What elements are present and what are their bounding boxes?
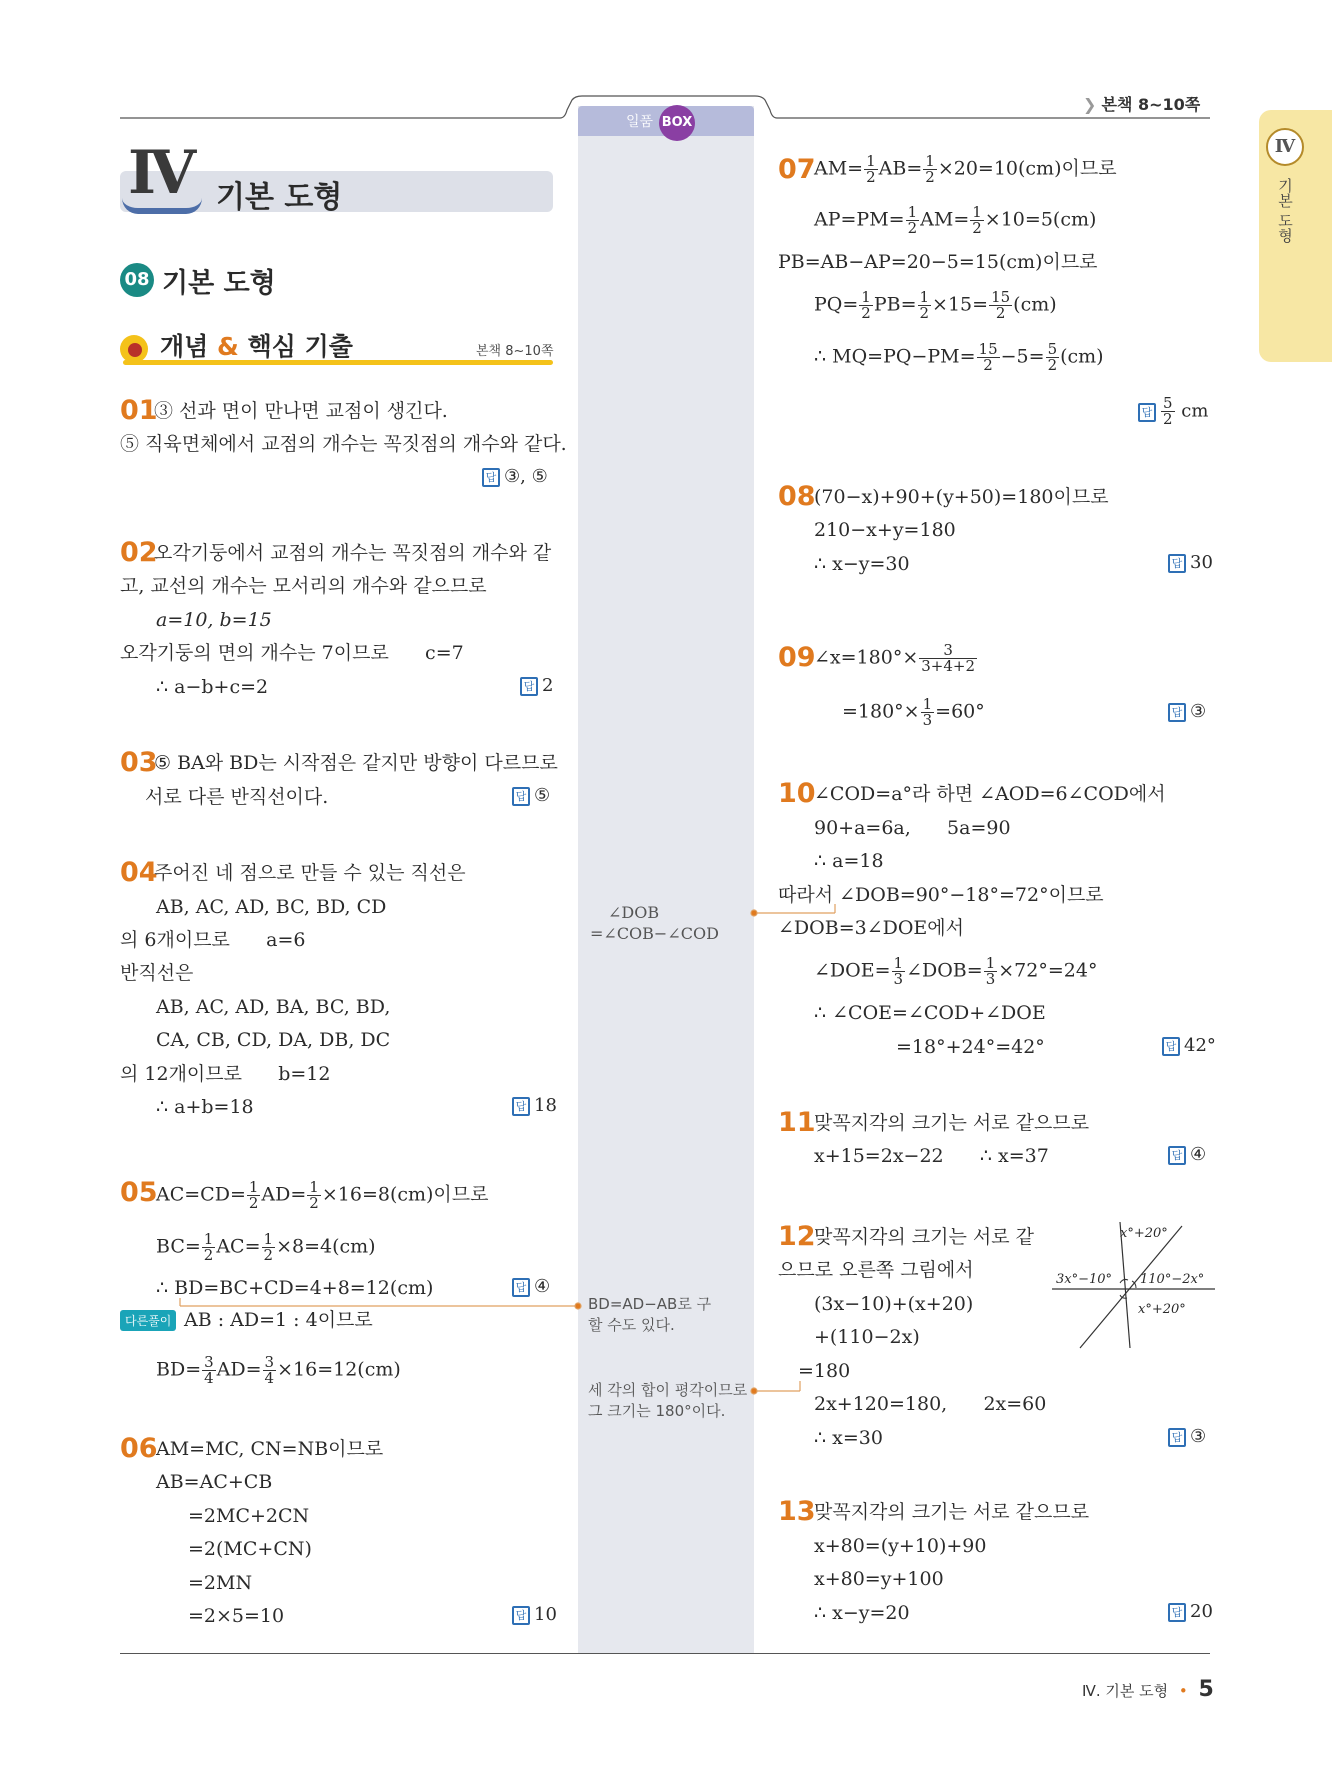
- p12-line-7: ∴ x=30: [814, 1427, 883, 1449]
- p12-line-2: 으므로 오른쪽 그림에서: [778, 1259, 974, 1281]
- chevron-right-icon: ❯: [1083, 95, 1097, 114]
- answer-icon: 답: [512, 1278, 530, 1297]
- p09-line-2: =180°× $\frac{1}{3}$ =60°: [842, 695, 985, 729]
- page-number: 5: [1198, 1677, 1214, 1702]
- p03-line-2: 서로 다른 반직선이다.: [145, 786, 329, 808]
- p13-line-2: x+80=(y+10)+90: [814, 1535, 987, 1557]
- p09-line-1: ∠x=180°× $\frac{3}{3+4+2}$: [814, 641, 976, 675]
- p02-line-5: ∴ a−b+c=2: [156, 676, 269, 698]
- answer-icon: 답: [1138, 403, 1156, 422]
- p04-line-2: AB, AC, AD, BC, BD, CD: [156, 896, 387, 918]
- fraction: $\frac{1}{2}$: [925, 152, 935, 186]
- p10-line-3: ∴ a=18: [814, 850, 884, 872]
- p08-line-3: ∴ x−y=30: [814, 553, 910, 575]
- p02-line-3: a=10, b=15: [156, 609, 272, 631]
- problem-number-08: 08: [778, 481, 816, 512]
- p04-line-7: 의 12개이므로 b=12: [120, 1063, 331, 1085]
- p06-answer: 답 10: [512, 1604, 557, 1625]
- p13-line-1: 맞꼭지각의 크기는 서로 같으므로: [814, 1501, 1090, 1523]
- fraction: $\frac{1}{2}$: [861, 288, 871, 322]
- p11-answer: 답 ④: [1168, 1144, 1206, 1165]
- side-tab-numeral: Ⅳ: [1266, 128, 1304, 166]
- p07-line-5: ∴ MQ=PQ−PM= $\frac{15}{2}$ −5= $\frac{5}{2}$ (cm): [814, 340, 1104, 374]
- fraction: $\frac{15}{2}$: [991, 288, 1011, 322]
- fraction: $\frac{1}{3}$: [985, 954, 996, 988]
- box-note-2: BD=AD−AB로 구 할 수도 있다.: [588, 1295, 712, 1334]
- fraction: $\frac{3}{4}$: [204, 1353, 214, 1387]
- footer: [1082, 1677, 1214, 1702]
- p05-line-4: AB : AD=1 : 4이므로: [184, 1309, 373, 1331]
- fraction: $\frac{1}{2}$: [907, 203, 918, 237]
- problem-number-01: 01: [120, 395, 158, 426]
- answer-icon: 답: [1168, 1603, 1186, 1622]
- problem-number-13: 13: [778, 1496, 816, 1527]
- subsection-title: 개념 & 핵심 기출: [160, 332, 353, 361]
- answer-icon: 답: [1162, 1037, 1180, 1056]
- box-note-1: ∠DOB =∠COB−∠COD: [590, 903, 719, 943]
- p05-answer: 답 ④: [512, 1276, 550, 1297]
- p10-line-8: =18°+24°=42°: [896, 1036, 1045, 1058]
- fraction: $\frac{1}{3}$: [922, 695, 933, 729]
- p13-line-3: x+80=y+100: [814, 1568, 944, 1590]
- answer-icon: 답: [1168, 703, 1186, 722]
- p03-answer: 답 ⑤: [512, 785, 550, 806]
- p12-answer: 답 ③: [1168, 1426, 1206, 1447]
- p05-line-2: BC= $\frac{1}{2}$ AC= $\frac{1}{2}$ ×8=4(cm): [156, 1230, 376, 1264]
- p06-line-6: =2×5=10: [188, 1605, 285, 1627]
- p05-line-5: BD= $\frac{3}{4}$ AD= $\frac{3}{4}$ ×16=12(cm): [156, 1353, 401, 1387]
- fraction: $\frac{3}{3+4+2}$: [921, 641, 976, 675]
- p13-line-4: ∴ x−y=20: [814, 1602, 910, 1624]
- p09-answer: 답 ③: [1168, 701, 1206, 722]
- fraction: $\frac{3}{4}$: [264, 1353, 275, 1387]
- answer-icon: 답: [1168, 1428, 1186, 1447]
- p04-line-1: 주어진 네 점으로 만들 수 있는 직선은: [154, 862, 466, 884]
- footer-separator: •: [1178, 1682, 1188, 1700]
- p11-line-2: x+15=2x−22 ∴ x=37: [814, 1145, 1049, 1167]
- p12-line-3: (3x−10)+(x+20): [814, 1293, 974, 1315]
- p06-line-1: AM=MC, CN=NB이므로: [156, 1438, 384, 1460]
- fraction: $\frac{1}{2}$: [972, 203, 982, 237]
- side-tab-label: 기본 도형: [1276, 178, 1294, 243]
- problem-number-02: 02: [120, 537, 158, 568]
- page-ref-header: ❯ 본책 8~10쪽: [1083, 95, 1201, 114]
- fraction: $\frac{1}{2}$: [919, 288, 930, 322]
- p13-answer: 답 20: [1168, 1601, 1213, 1622]
- figure-label-right: 110°−2x°: [1140, 1272, 1205, 1287]
- p06-line-5: =2MN: [188, 1572, 253, 1594]
- p05-line-1: AC=CD= $\frac{1}{2}$ AD= $\frac{1}{2}$ ×16=8(cm)이므로: [156, 1178, 489, 1212]
- p06-line-3: =2MC+2CN: [188, 1505, 310, 1527]
- chapter-numeral: Ⅳ: [122, 138, 202, 214]
- p10-line-5: ∠DOB=3∠DOE에서: [778, 917, 965, 939]
- p07-line-2: AP=PM= $\frac{1}{2}$ AM= $\frac{1}{2}$ ×10=5(cm): [814, 203, 1097, 237]
- p02-line-2: 고, 교선의 개수는 모서리의 개수와 같으므로: [120, 575, 487, 597]
- p03-line-1: ⑤ BA와 BD는 시작점은 같지만 방향이 다르므로: [154, 752, 558, 774]
- box-badge: BOX: [659, 105, 695, 141]
- p12-line-1: 맞꼭지각의 크기는 서로 같: [814, 1226, 1035, 1248]
- fraction: $\frac{5}{2}$: [1163, 394, 1173, 428]
- p10-answer: 답 42°: [1162, 1035, 1216, 1056]
- problem-number-07: 07: [778, 154, 816, 185]
- p11-line-1: 맞꼭지각의 크기는 서로 같으므로: [814, 1112, 1090, 1134]
- p07-line-3: PB=AB−AP=20−5=15(cm)이므로: [778, 251, 1098, 273]
- p10-line-4: 따라서 ∠DOB=90°−18°=72°이므로: [778, 884, 1104, 906]
- p04-line-3: 의 6개이므로 a=6: [120, 929, 306, 951]
- answer-icon: 답: [1168, 1146, 1186, 1165]
- p04-line-8: ∴ a+b=18: [156, 1096, 254, 1118]
- footer-rule: [120, 1653, 1210, 1654]
- problem-number-04: 04: [120, 857, 158, 888]
- p12-line-6: 2x+120=180, 2x=60: [814, 1393, 1047, 1415]
- p05-line-3: ∴ BD=BC+CD=4+8=12(cm): [156, 1277, 434, 1299]
- fraction: $\frac{15}{2}$: [978, 340, 998, 374]
- chapter-title: 기본 도형: [216, 180, 343, 215]
- problem-number-10: 10: [778, 778, 816, 809]
- section-title: 기본 도형: [162, 268, 276, 299]
- answer-icon: 답: [482, 468, 500, 487]
- p01-line-1: ③ 선과 면이 만나면 교점이 생긴다.: [154, 400, 448, 422]
- fraction: $\frac{1}{3}$: [893, 954, 904, 988]
- p06-line-4: =2(MC+CN): [188, 1538, 312, 1560]
- answer-icon: 답: [512, 1606, 530, 1625]
- p02-answer: 답 2: [520, 675, 553, 696]
- answer-icon: 답: [1168, 554, 1186, 573]
- p08-line-2: 210−x+y=180: [814, 519, 956, 541]
- p10-line-7: ∴ ∠COE=∠COD+∠DOE: [814, 1002, 1046, 1024]
- p04-answer: 답 18: [512, 1095, 557, 1116]
- fraction: $\frac{1}{2}$: [203, 1230, 214, 1264]
- box-label: 일품: [626, 114, 654, 130]
- fraction: $\frac{1}{2}$: [866, 152, 876, 186]
- alt-solution-badge: 다른풀이: [120, 1310, 176, 1331]
- fraction: $\frac{1}{2}$: [309, 1178, 319, 1212]
- p12-line-5: =180: [798, 1360, 851, 1382]
- fraction: $\frac{1}{2}$: [248, 1178, 259, 1212]
- footer-chapter: Ⅳ. 기본 도형: [1082, 1682, 1169, 1700]
- p02-line-4: 오각기둥의 면의 개수는 7이므로 c=7: [120, 642, 464, 664]
- figure-label-left: 3x°−10°: [1056, 1272, 1113, 1287]
- problem-number-05: 05: [120, 1177, 158, 1208]
- p08-line-1: (70−x)+90+(y+50)=180이므로: [814, 486, 1109, 508]
- problem-number-03: 03: [120, 747, 158, 778]
- p12-line-4: +(110−2x): [814, 1326, 920, 1348]
- p10-line-1: ∠COD=a°라 하면 ∠AOD=6∠COD에서: [814, 783, 1166, 805]
- problem-number-12: 12: [778, 1221, 816, 1252]
- answer-icon: 답: [520, 677, 538, 696]
- fraction: $\frac{5}{2}$: [1047, 340, 1058, 374]
- p07-line-1: AM= $\frac{1}{2}$ AB= $\frac{1}{2}$ ×20=10(cm)이므로: [814, 152, 1117, 186]
- p07-answer: 답 $\frac{5}{2}$ cm: [1138, 396, 1208, 427]
- answer-icon: 답: [512, 787, 530, 806]
- problem-number-06: 06: [120, 1433, 158, 1464]
- p07-line-4: PQ= $\frac{1}{2}$ PB= $\frac{1}{2}$ ×15= $\frac{15}{2}$ (cm): [814, 288, 1057, 322]
- p04-line-6: CA, CB, CD, DA, DB, DC: [156, 1029, 391, 1051]
- problem-number-09: 09: [778, 642, 816, 673]
- p08-answer: 답 30: [1168, 552, 1213, 573]
- figure-label-top: x°+20°: [1120, 1226, 1168, 1241]
- p04-line-5: AB, AC, AD, BA, BC, BD,: [156, 996, 391, 1018]
- box-note-3: 세 각의 합이 평각이므로 그 크기는 180°이다.: [588, 1381, 748, 1420]
- fraction: $\frac{1}{2}$: [263, 1230, 274, 1264]
- p04-line-4: 반직선은: [120, 962, 194, 984]
- figure-label-bottom: x°+20°: [1138, 1302, 1186, 1317]
- p06-line-2: AB=AC+CB: [156, 1471, 273, 1493]
- p01-answer: 답 ③, ⑤: [482, 466, 548, 487]
- p10-line-6: ∠DOE= $\frac{1}{3}$ ∠DOB= $\frac{1}{3}$ ×72°=24°: [814, 954, 1098, 988]
- p02-line-1: 오각기둥에서 교점의 개수는 꼭짓점의 개수와 같: [154, 542, 552, 564]
- p10-line-2: 90+a=6a, 5a=90: [814, 817, 1011, 839]
- section-number: 08: [120, 263, 154, 297]
- subsection-page-ref: 본책 8~10쪽: [476, 344, 554, 359]
- problem-number-11: 11: [778, 1107, 816, 1138]
- p01-line-2: ⑤ 직육면체에서 교점의 개수는 꼭짓점의 개수와 같다.: [120, 433, 567, 455]
- answer-icon: 답: [512, 1097, 530, 1116]
